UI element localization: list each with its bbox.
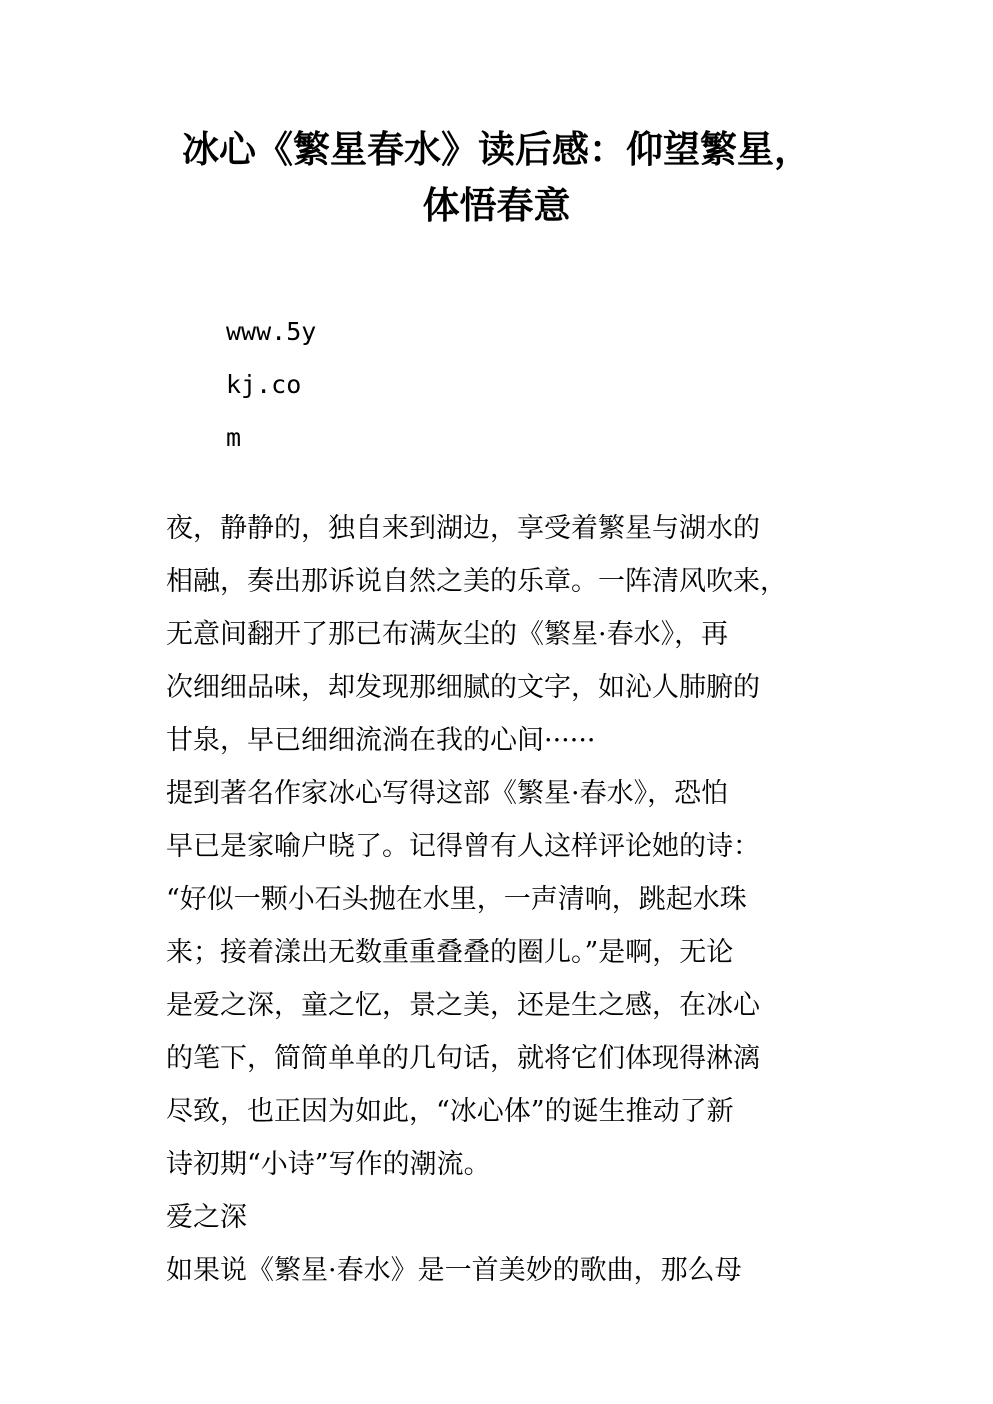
body-line: 的笔下，简简单单的几句话，就将它们体现得淋漓 bbox=[166, 1043, 760, 1074]
title-line: 体悟春意 bbox=[422, 184, 571, 227]
source-url bbox=[226, 305, 316, 464]
body-line: 次细细品味，却发现那细腻的文字，如沁人肺腑的 bbox=[166, 672, 760, 703]
body-line: “好似一颗小石头抛在水里，一声清响，跳起水珠 bbox=[166, 884, 747, 915]
page-title bbox=[120, 122, 873, 234]
body-line: 如果说《繁星·春水》是一首美妙的歌曲，那么母 bbox=[166, 1255, 742, 1286]
body-line: 早已是家喻户晓了。记得曾有人这样评论她的诗： bbox=[166, 831, 760, 862]
body-line: 尽致，也正因为如此，“冰心体”的诞生推动了新 bbox=[166, 1096, 734, 1127]
body-line: 甘泉，早已细细流淌在我的心间······ bbox=[166, 725, 596, 756]
url-line: m bbox=[226, 423, 242, 452]
article-body bbox=[166, 502, 856, 1297]
title-line: 冰心《繁星春水》读后感：仰望繁星， bbox=[182, 128, 811, 171]
body-line: 诗初期“小诗”写作的潮流。 bbox=[166, 1149, 491, 1180]
body-line: 无意间翻开了那已布满灰尘的《繁星·春水》，再 bbox=[166, 619, 729, 650]
body-line: 来；接着漾出无数重重叠叠的圈儿。”是啊，无论 bbox=[166, 937, 734, 968]
body-line: 夜，静静的，独自来到湖边，享受着繁星与湖水的 bbox=[166, 513, 760, 544]
body-line: 提到著名作家冰心写得这部《繁星·春水》，恐怕 bbox=[166, 778, 729, 809]
body-line: 相融，奏出那诉说自然之美的乐章。一阵清风吹来， bbox=[166, 566, 787, 597]
body-line: 是爱之深，童之忆，景之美，还是生之感，在冰心 bbox=[166, 990, 760, 1021]
url-line: www.5y bbox=[226, 317, 317, 346]
url-line: kj.co bbox=[226, 370, 302, 399]
section-heading: 爱之深 bbox=[166, 1202, 247, 1233]
